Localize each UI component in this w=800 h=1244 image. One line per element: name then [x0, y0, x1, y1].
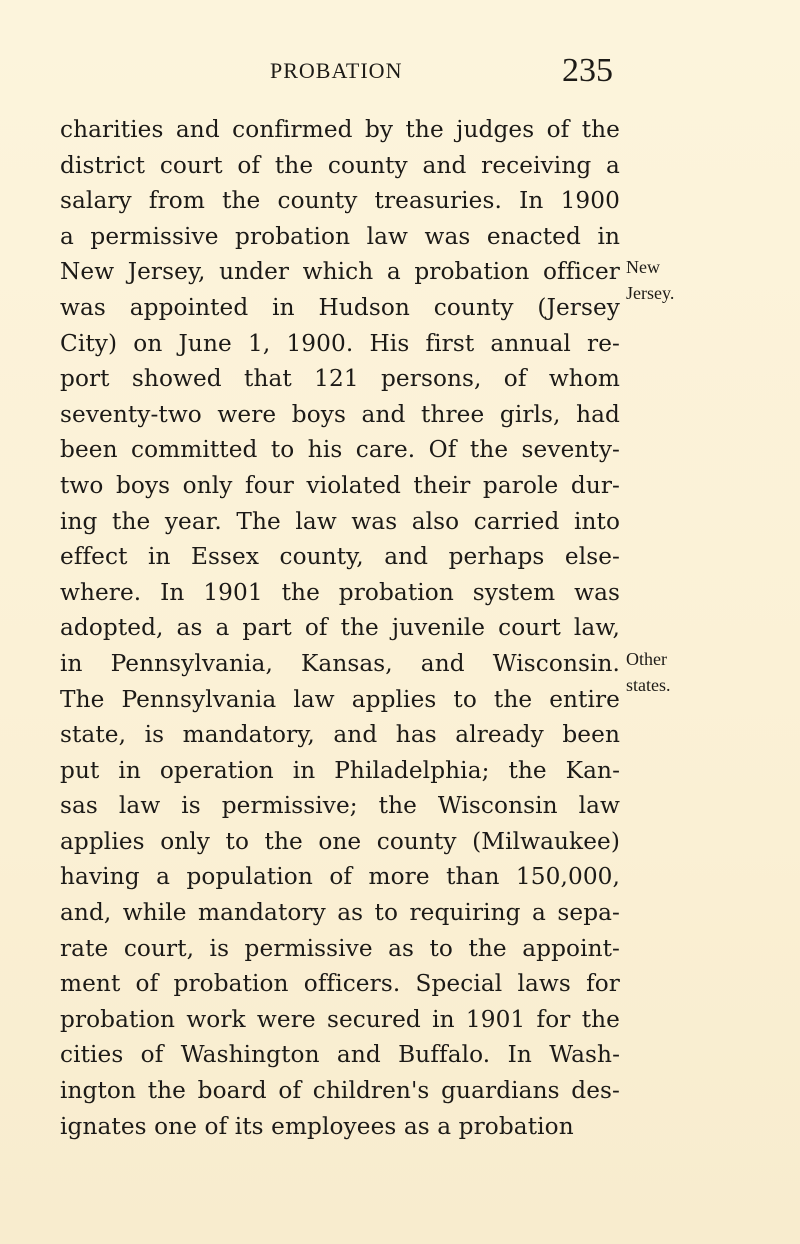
- text-line: rate court, is permissive as to the appoint-: [60, 934, 620, 962]
- text-line: ment of probation officers. Special laws for: [60, 970, 620, 998]
- text-line: in Pennsylvania, Kansas, and Wisconsin.: [60, 649, 620, 677]
- text-line: New Jersey, under which a probation officer: [60, 258, 620, 286]
- text-line: effect in Essex county, and perhaps else-: [60, 543, 620, 571]
- text-line: charities and confirmed by the judges of the: [60, 116, 620, 143]
- margin-note-new-jersey: [626, 254, 736, 306]
- margin-note-line: Other: [626, 649, 667, 669]
- text-line: two boys only four violated their parole dur-: [60, 471, 620, 499]
- text-line: adopted, as a part of the juvenile court law,: [60, 614, 620, 642]
- text-line: ing the year. The law was also carried into: [60, 507, 620, 535]
- text-line: having a population of more than 150,000,: [60, 863, 620, 891]
- text-line: and, while mandatory as to requiring a sepa-: [60, 899, 620, 927]
- margin-note-line: Jersey.: [626, 283, 675, 303]
- body-paragraph: [60, 112, 620, 1144]
- text-line: City) on June 1, 1900. His first annual re-: [60, 329, 620, 357]
- margin-note-other-states: [626, 646, 736, 698]
- text-line: applies only to the one county (Milwaukee): [60, 827, 620, 855]
- margin-note-line: New: [626, 257, 660, 277]
- text-line: The Pennsylvania law applies to the entire: [60, 685, 620, 713]
- text-line: state, is mandatory, and has already been: [60, 721, 620, 749]
- text-line: ington the board of children's guardians des-: [60, 1077, 620, 1105]
- running-title: PROBATION: [270, 58, 403, 83]
- text-line: probation work were secured in 1901 for the: [60, 1005, 620, 1033]
- text-line: a permissive probation law was enacted in: [60, 222, 620, 250]
- text-line: was appointed in Hudson county (Jersey: [60, 293, 620, 321]
- text-line: put in operation in Philadelphia; the Kan-: [60, 756, 620, 784]
- text-line: where. In 1901 the probation system was: [60, 578, 620, 606]
- text-line: cities of Washington and Buffalo. In Wash-: [60, 1041, 620, 1069]
- text-line: salary from the county treasuries. In 1900: [60, 187, 620, 215]
- page-number: 235: [562, 52, 613, 89]
- text-line: sas law is permissive; the Wisconsin law: [60, 792, 620, 820]
- text-line: port showed that 121 persons, of whom: [60, 365, 620, 393]
- text-line: ignates one of its employees as a probation: [60, 1112, 574, 1140]
- text-line: seventy-two were boys and three girls, had: [60, 400, 620, 428]
- text-line: district court of the county and receiving a: [60, 151, 620, 179]
- margin-note-line: states.: [626, 675, 671, 695]
- text-line: been committed to his care. Of the seventy-: [60, 436, 620, 464]
